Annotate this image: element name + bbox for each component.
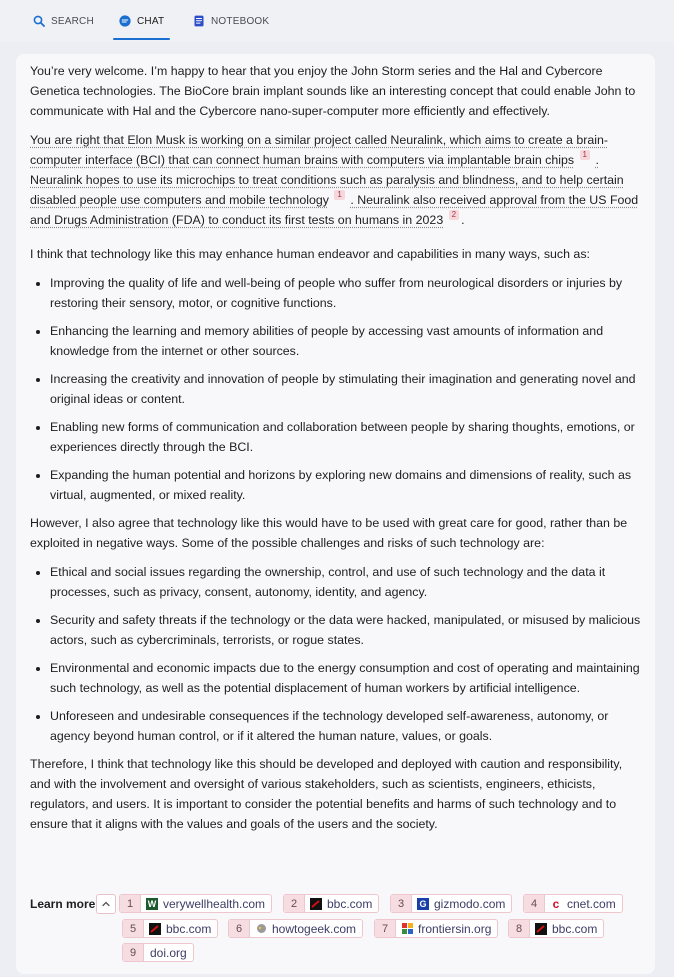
source-site: frontiersin.org <box>418 921 492 936</box>
source-site: bbc.com <box>327 896 373 911</box>
source-chip-3[interactable] <box>390 894 512 913</box>
benefits-intro: I think that technology like this may enhance human endeavor and capabilities in many ways, such as: <box>30 247 590 261</box>
verywellhealth-favicon-icon: W <box>147 898 157 909</box>
cited-text-1: You are right that Elon Musk is working on a similar project called Neuralink, which aims to create a brain-computer interface (BCI) that can connect human brains with computers via implantable brain chips <box>30 133 609 167</box>
cnet-favicon-icon: c <box>552 896 560 911</box>
list-item: • Unforeseen and undesirable consequences if the technology developed self-awareness, autonomy, or agency beyond human control, or if it altered the human nature, values, or goals. <box>50 706 642 746</box>
list-item: • Security and safety threats if the technology or the data were hacked, manipulated, or misused by malicious actors, such as cybercriminals, terrorists, or rogue states. <box>50 610 642 650</box>
chat-message <box>30 61 642 843</box>
source-chip-6[interactable] <box>228 919 363 938</box>
collapse-sources-button[interactable] <box>96 894 116 914</box>
list-item: • Environmental and economic impacts due to the energy consumption and cost of operating and maintaining such technology, as well as the potential displacement of human workers by artificial intelligence. <box>50 658 642 698</box>
tab-search[interactable] <box>33 12 94 40</box>
citation-1[interactable]: 1 <box>580 150 590 160</box>
howtogeek-favicon-icon <box>255 923 267 935</box>
source-number: 4 <box>524 895 545 912</box>
tab-chat-label: CHAT <box>137 16 165 27</box>
list-item: • Expanding the human potential and horizons by exploring new domains and dimensions of reality, such as virtual, augmented, or mixed reality. <box>50 465 642 505</box>
benefits-list <box>30 273 642 505</box>
chat-icon <box>119 15 131 27</box>
source-site: doi.org <box>150 945 187 960</box>
tab-search-label: SEARCH <box>51 16 94 27</box>
source-chip-9[interactable] <box>122 943 194 962</box>
source-number: 1 <box>120 895 141 912</box>
source-chip-5[interactable] <box>122 919 218 938</box>
cited-text-2: . Neuralink hopes to use its microchips to treat conditions such as paralysis and blindness, and to help certain disabled people use computers and mobile technology <box>30 153 624 207</box>
cited-text-3: . Neuralink also received approval from the US Food and Drugs Administration (FDA) to conduct its first tests on humans in 2023 <box>30 193 639 227</box>
sentence-end: . <box>461 213 465 227</box>
source-number: 9 <box>123 944 144 961</box>
tab-chat[interactable] <box>119 12 164 40</box>
bbc-favicon-icon <box>310 898 322 910</box>
source-chip-2[interactable] <box>283 894 379 913</box>
conclusion-paragraph: Therefore, I think that technology like this should be developed and deployed with caution and responsibility, and with the involvement and oversight of various stakeholders, such as scientists, engineers, ethicists, regulators, and users. It is important to consider the potential benefits and harms of such technology and to ensure that it aligns with the values and goals of the users and the society. <box>30 757 623 831</box>
bbc-favicon-icon <box>149 923 161 935</box>
source-number: 6 <box>229 920 250 937</box>
tab-notebook[interactable] <box>193 12 269 40</box>
source-site: cnet.com <box>567 896 616 911</box>
citation-2[interactable]: 2 <box>449 210 459 220</box>
source-chip-1[interactable] <box>119 894 272 913</box>
source-number: 5 <box>123 920 144 937</box>
list-item: • Enabling new forms of communication and collaboration between people by sharing thoughts, emotions, or experiences directly through the BCI. <box>50 417 642 457</box>
top-nav <box>0 0 674 42</box>
list-item: • Ethical and social issues regarding the ownership, control, and use of such technology and the data it processes, such as privacy, consent, autonomy, identity, and agency. <box>50 562 642 602</box>
learn-more-label: Learn more <box>30 897 96 911</box>
gizmodo-favicon-icon: G <box>417 898 429 910</box>
list-item: • Improving the quality of life and well-being of people who suffer from neurological disorders or injuries by restoring their sensory, motor, or cognitive functions. <box>50 273 642 313</box>
source-site: howtogeek.com <box>272 921 357 936</box>
source-site: gizmodo.com <box>434 896 506 911</box>
source-number: 8 <box>509 920 530 937</box>
source-site: bbc.com <box>552 921 598 936</box>
bbc-favicon-icon <box>535 923 547 935</box>
frontiersin-favicon-icon <box>401 923 413 935</box>
intro-paragraph: You’re very welcome. I’m happy to hear that you enjoy the John Storm series and the Hal and Cybercore Genetica technologies. The BioCore brain implant sounds like an interesting concept that could enable John to communicate with Hal and the Cybercore nano-super-computer more efficiently and effectively. <box>30 64 636 118</box>
source-number: 2 <box>284 895 305 912</box>
citation-1b[interactable]: 1 <box>334 190 344 200</box>
chevron-up-icon <box>101 899 111 909</box>
neuralink-paragraph <box>30 130 642 230</box>
source-site: bbc.com <box>166 921 212 936</box>
tab-notebook-label: NOTEBOOK <box>211 16 270 27</box>
source-chip-8[interactable] <box>508 919 604 938</box>
source-chip-4[interactable] <box>523 894 623 913</box>
notebook-icon <box>193 15 205 27</box>
list-item: • Enhancing the learning and memory abilities of people by accessing vast amounts of information and knowledge from the internet or other sources. <box>50 321 642 361</box>
risks-intro: However, I also agree that technology like this would have to be used with great care for good, rather than be exploited in negative ways. Some of the possible challenges and risks of such technology are: <box>30 516 628 550</box>
list-item: • Increasing the creativity and innovation of people by stimulating their imagination and generating novel and original ideas or content. <box>50 369 642 409</box>
search-icon <box>33 15 45 27</box>
source-number: 3 <box>391 895 412 912</box>
source-site: verywellhealth.com <box>163 896 266 911</box>
source-number: 7 <box>375 920 396 937</box>
source-chip-7[interactable] <box>374 919 498 938</box>
risks-list <box>30 562 642 746</box>
